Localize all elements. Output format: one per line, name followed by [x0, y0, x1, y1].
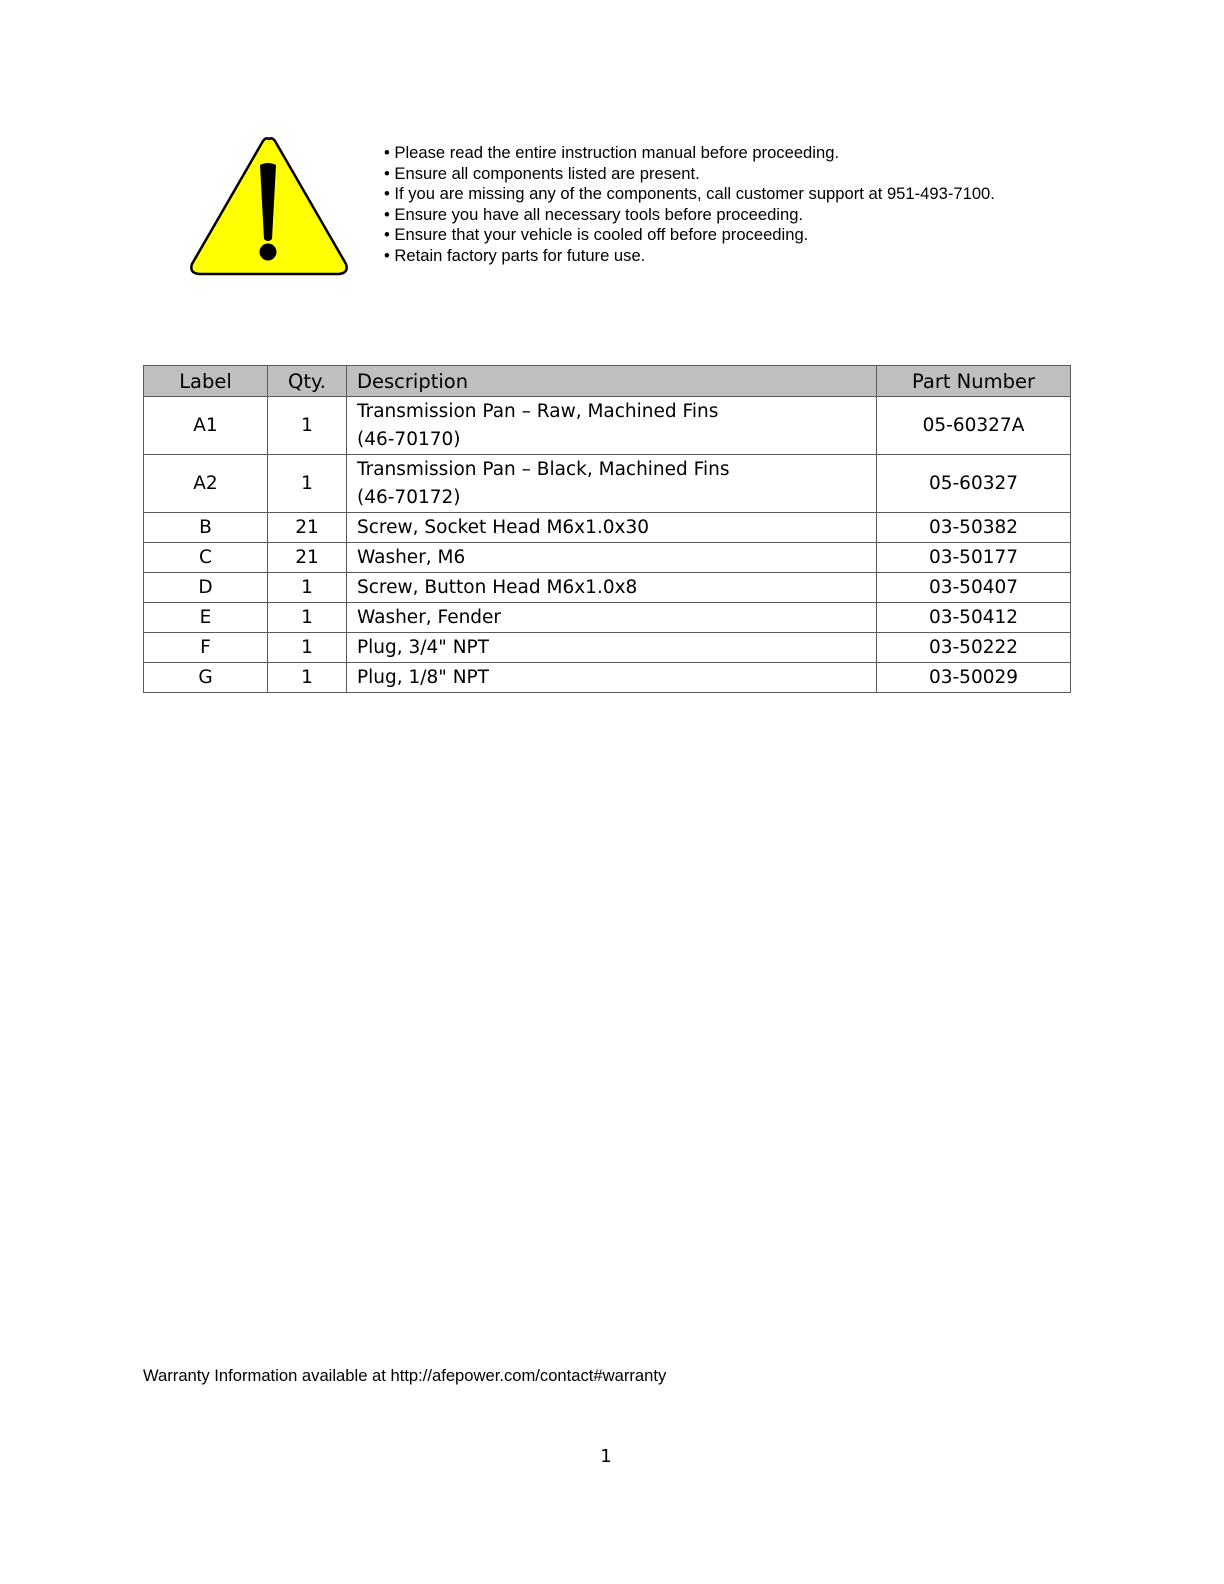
cell-part-number: 03-50407: [877, 573, 1071, 603]
description-line: Transmission Pan – Raw, Machined Fins: [357, 400, 719, 422]
cell-part-number: 03-50029: [877, 663, 1071, 693]
note-item: • Retain factory parts for future use.: [384, 246, 995, 267]
description-line: (46-70170): [357, 428, 461, 450]
cell-part-number: 03-50222: [877, 633, 1071, 663]
table-row: [144, 455, 1071, 513]
note-item: • Ensure you have all necessary tools before proceeding.: [384, 205, 995, 226]
cell-description: Washer, Fender: [347, 603, 877, 633]
cell-part-number: 05-60327: [877, 455, 1071, 513]
parts-table: [143, 365, 1071, 693]
table-header-row: [144, 366, 1071, 397]
cell-label: D: [144, 573, 268, 603]
warning-triangle-icon: [188, 135, 350, 278]
cell-description: Screw, Button Head M6x1.0x8: [347, 573, 877, 603]
safety-notes: [384, 143, 995, 266]
table-row: [144, 513, 1071, 543]
cell-description: Plug, 1/8" NPT: [347, 663, 877, 693]
cell-qty: 1: [268, 455, 347, 513]
header-part-number: Part Number: [877, 366, 1071, 397]
note-item: • Please read the entire instruction manual before proceeding.: [384, 143, 995, 164]
page-number: 1: [600, 1446, 612, 1467]
cell-qty: 1: [268, 663, 347, 693]
cell-label: A2: [144, 455, 268, 513]
description-line: (46-70172): [357, 486, 461, 508]
cell-label: B: [144, 513, 268, 543]
cell-label: C: [144, 543, 268, 573]
header-qty: Qty.: [268, 366, 347, 397]
cell-part-number: 05-60327A: [877, 397, 1071, 455]
cell-part-number: 03-50412: [877, 603, 1071, 633]
description-line: Transmission Pan – Black, Machined Fins: [357, 458, 730, 480]
note-item: • If you are missing any of the components, call customer support at 951-493-7100.: [384, 184, 995, 205]
header-label: Label: [144, 366, 268, 397]
cell-part-number: 03-50382: [877, 513, 1071, 543]
cell-label: G: [144, 663, 268, 693]
table-row: [144, 633, 1071, 663]
table-row: [144, 543, 1071, 573]
cell-label: E: [144, 603, 268, 633]
header-description: Description: [347, 366, 877, 397]
cell-description: Plug, 3/4" NPT: [347, 633, 877, 663]
table-row: [144, 573, 1071, 603]
cell-qty: 1: [268, 603, 347, 633]
cell-label: A1: [144, 397, 268, 455]
table-row: [144, 663, 1071, 693]
cell-description: Screw, Socket Head M6x1.0x30: [347, 513, 877, 543]
cell-description: [347, 455, 877, 513]
note-item: • Ensure all components listed are present.: [384, 164, 995, 185]
cell-part-number: 03-50177: [877, 543, 1071, 573]
warranty-info: Warranty Information available at http://afepower.com/contact#warranty: [143, 1366, 667, 1385]
cell-description: Washer, M6: [347, 543, 877, 573]
cell-qty: 1: [268, 573, 347, 603]
cell-qty: 21: [268, 543, 347, 573]
cell-label: F: [144, 633, 268, 663]
cell-description: [347, 397, 877, 455]
table-row: [144, 397, 1071, 455]
cell-qty: 1: [268, 397, 347, 455]
note-item: • Ensure that your vehicle is cooled off before proceeding.: [384, 225, 995, 246]
table-row: [144, 603, 1071, 633]
cell-qty: 1: [268, 633, 347, 663]
cell-qty: 21: [268, 513, 347, 543]
